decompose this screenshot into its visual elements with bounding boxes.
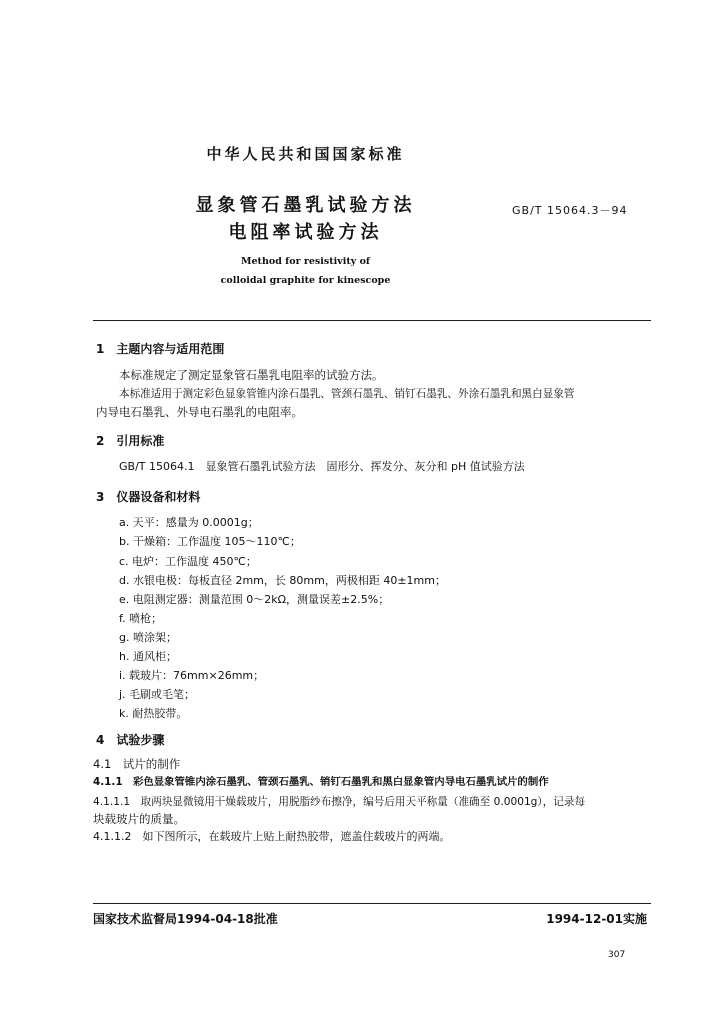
page-number: 307 [608,950,626,960]
document-title-line2: 电阻率试验方法 [228,222,383,243]
section-2-heading: 2 引用标准 [96,434,165,448]
approval-statement: 国家技术监督局1994-04-18批准 [93,912,278,926]
equipment-item: j. 毛刷或毛笔； [119,688,196,701]
section-4-heading: 4 试验步骤 [96,733,165,747]
english-title-line1: Method for resistivity of [241,256,370,267]
equipment-item: e. 电阻测定器：测量范围 0～2kΩ，测量误差±2.5%； [119,593,390,606]
footer-divider [93,903,651,904]
clause-4-1-1-1-line2: 块载玻片的质量。 [93,812,185,826]
document-title-line1: 显象管石墨乳试验方法 [195,195,416,216]
section-1-paragraph-2-line2: 内导电石墨乳、外导电石墨乳的电阻率。 [96,405,303,419]
clause-4-1-1-2: 4.1.1.2 如下图所示，在载玻片上贴上耐热胶带，遮盖住载玻片的两端。 [93,830,451,843]
equipment-item: d. 水银电极：每板直径 2mm，长 80mm，两极相距 40±1mm； [119,574,446,587]
equipment-item: f. 喷枪； [119,612,163,625]
section-1-heading: 1 主题内容与适用范围 [96,342,225,356]
section-1-paragraph-2-line1: 本标准适用于测定彩色显象管锥内涂石墨乳、管颈石墨乳、销钉石墨乳、外涂石墨乳和黑白显象管 [119,388,575,400]
header-divider [93,320,651,321]
subsection-4-1-1-heading: 4.1.1 彩色显象管锥内涂石墨乳、管颈石墨乳、销钉石墨乳和黑白显象管内导电石墨乳试片的制作 [93,776,549,788]
referenced-standard: GB/T 15064.1 显象管石墨乳试验方法 固形分、挥发分、灰分和 pH 值试验方法 [119,460,525,473]
subsection-4-1-heading: 4.1 试片的制作 [93,757,181,771]
equipment-item: g. 喷涂架； [119,631,177,644]
implementation-date: 1994-12-01实施 [546,912,647,926]
english-title-line2: colloidal graphite for kinescope [220,275,391,286]
section-3-heading: 3 仪器设备和材料 [96,490,201,504]
equipment-item: k. 耐热胶带。 [119,707,188,720]
equipment-item: i. 载玻片：76mm×26mm； [119,669,265,682]
equipment-item: a. 天平：感量为 0.0001g； [119,516,259,529]
equipment-item: h. 通风柜； [119,650,177,663]
issuing-body: 中华人民共和国国家标准 [206,145,405,163]
equipment-item: b. 干燥箱：工作温度 105～110℃； [119,535,301,548]
clause-4-1-1-1-line1: 4.1.1.1 取两块显微镜用干燥载玻片，用脱脂纱布擦净，编号后用天平称量（准确至 0.0001g），记录每 [93,796,586,808]
section-1-paragraph-1: 本标准规定了测定显象管石墨乳电阻率的试验方法。 [119,368,384,382]
equipment-item: c. 电炉：工作温度 450℃； [119,555,257,568]
standard-code: GB/T 15064.3－94 [512,204,628,217]
